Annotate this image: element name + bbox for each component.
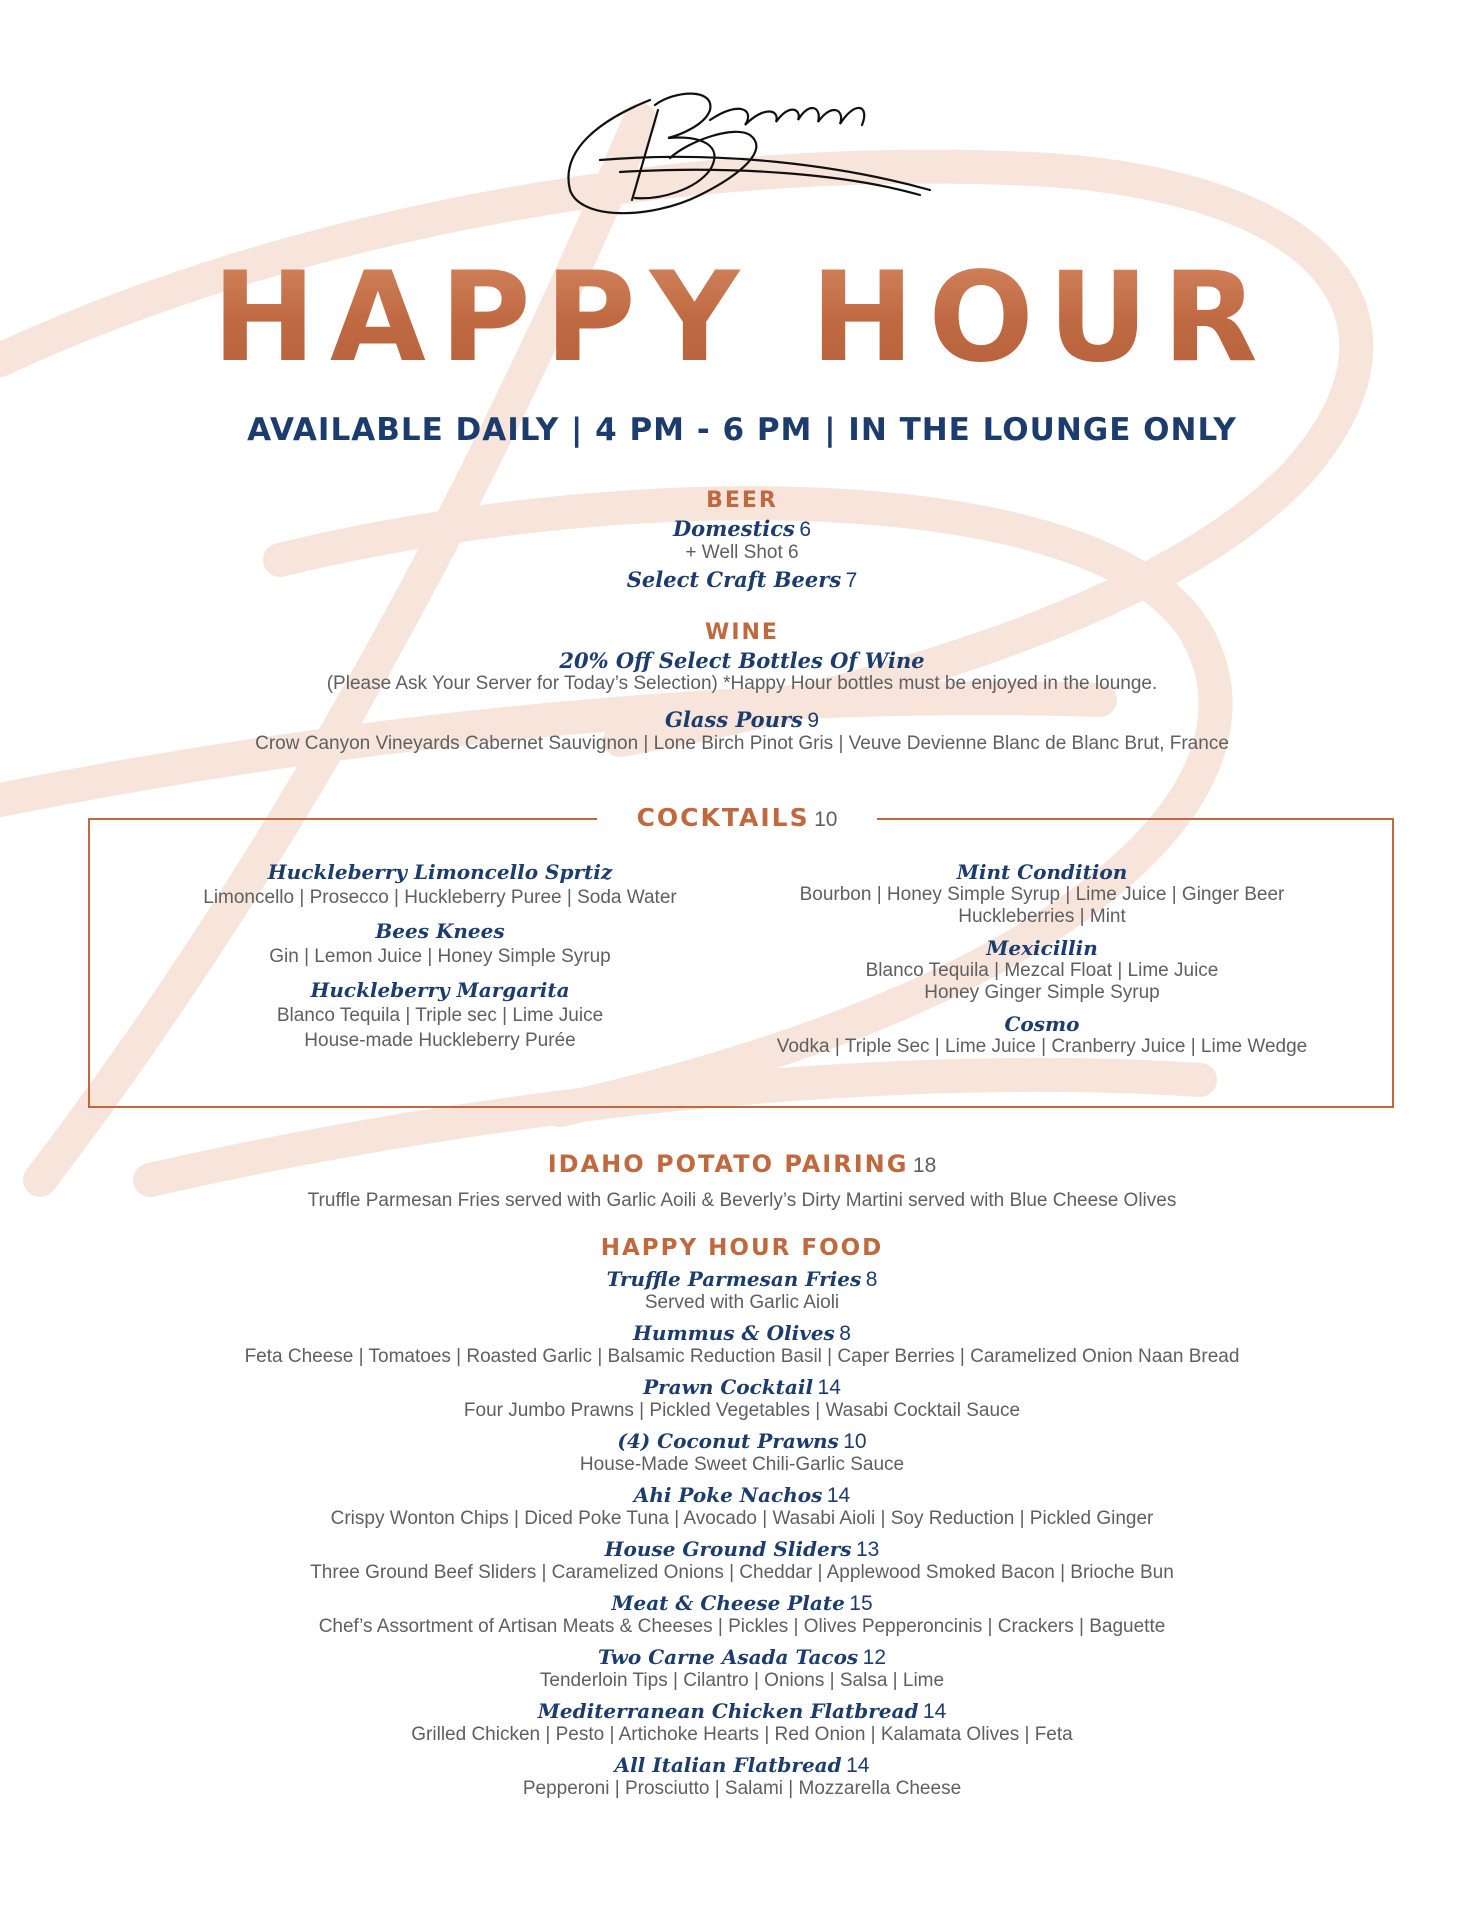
cocktail-item bbox=[742, 860, 1342, 928]
beer-heading: BEER bbox=[706, 488, 778, 513]
cocktail-ingredients: Huckleberries | Mint bbox=[958, 906, 1126, 927]
food-description: Pepperoni | Prosciutto | Salami | Mozzarella Cheese bbox=[522, 1778, 962, 1799]
food-name: Two Carne Asada Tacos bbox=[597, 1645, 859, 1669]
food-item bbox=[0, 1699, 1484, 1746]
food-price: 10 bbox=[843, 1430, 867, 1453]
cocktail-item bbox=[742, 1012, 1342, 1058]
cocktail-item bbox=[742, 936, 1342, 1004]
cocktail-item bbox=[130, 919, 750, 968]
food-item bbox=[0, 1375, 1484, 1422]
food-item bbox=[0, 1645, 1484, 1692]
item-name: Domestics bbox=[672, 516, 795, 541]
pairing-section bbox=[0, 1150, 1484, 1212]
food-item bbox=[0, 1537, 1484, 1584]
food-section bbox=[0, 1235, 1484, 1807]
item-price: 7 bbox=[845, 569, 858, 592]
food-description: Feta Cheese | Tomatoes | Roasted Garlic | Balsamic Reduction Basil | Caper Berries | Caramelized Onion Naan Bread bbox=[244, 1346, 1240, 1367]
cocktails-left-column bbox=[130, 860, 750, 1052]
cocktails-heading bbox=[597, 798, 877, 838]
food-price: 14 bbox=[817, 1376, 841, 1399]
wine-section bbox=[0, 620, 1484, 755]
pairing-heading-row bbox=[0, 1150, 1484, 1178]
pairing-heading: IDAHO POTATO PAIRING bbox=[547, 1150, 909, 1178]
food-price: 14 bbox=[846, 1754, 870, 1777]
cocktail-ingredients: House-made Huckleberry Purée bbox=[304, 1030, 576, 1051]
cocktail-ingredients: Vodka | Triple Sec | Lime Juice | Cranberry Juice | Lime Wedge bbox=[776, 1036, 1308, 1057]
food-name: Meat & Cheese Plate bbox=[611, 1591, 845, 1615]
food-description: Three Ground Beef Sliders | Caramelized Onions | Cheddar | Applewood Smoked Bacon | Brioche Bun bbox=[310, 1562, 1174, 1583]
cocktail-name: Bees Knees bbox=[375, 919, 505, 943]
wine-offer-note: (Please Ask Your Server for Today’s Selection) *Happy Hour bottles must be enjoyed in the lounge. bbox=[326, 673, 1158, 694]
cocktails-right-column bbox=[742, 860, 1342, 1058]
menu-item bbox=[0, 516, 1484, 542]
food-description: Served with Garlic Aioli bbox=[644, 1292, 840, 1313]
food-name: Ahi Poke Nachos bbox=[633, 1483, 823, 1507]
wine-heading: WINE bbox=[705, 620, 779, 645]
item-note: + Well Shot 6 bbox=[685, 542, 799, 563]
pairing-description: Truffle Parmesan Fries served with Garlic Aoili & Beverly’s Dirty Martini served with Blue Cheese Olives bbox=[307, 1190, 1177, 1211]
cocktail-ingredients: Gin | Lemon Juice | Honey Simple Syrup bbox=[269, 946, 611, 967]
food-price: 13 bbox=[855, 1538, 880, 1561]
food-description: Crispy Wonton Chips | Diced Poke Tuna | Avocado | Wasabi Aioli | Soy Reduction | Pickled Ginger bbox=[330, 1508, 1154, 1529]
cocktail-name: Huckleberry Margarita bbox=[310, 978, 570, 1002]
food-item bbox=[0, 1429, 1484, 1476]
menu-item bbox=[0, 707, 1484, 733]
food-heading: HAPPY HOUR FOOD bbox=[600, 1235, 884, 1261]
food-price: 8 bbox=[865, 1268, 878, 1291]
cocktail-ingredients: Blanco Tequila | Mezcal Float | Lime Juice bbox=[865, 960, 1219, 981]
wine-offer: 20% Off Select Bottles Of Wine bbox=[559, 648, 925, 673]
food-item bbox=[0, 1483, 1484, 1530]
food-name: Hummus & Olives bbox=[633, 1321, 835, 1345]
cocktail-item bbox=[130, 860, 750, 909]
food-price: 8 bbox=[839, 1322, 851, 1345]
food-item bbox=[0, 1321, 1484, 1368]
beverlys-logo bbox=[540, 80, 940, 230]
cocktail-item bbox=[130, 978, 750, 1052]
food-price: 15 bbox=[849, 1592, 873, 1615]
cocktail-ingredients: Limoncello | Prosecco | Huckleberry Puree | Soda Water bbox=[203, 887, 677, 908]
beer-section bbox=[0, 488, 1484, 593]
cocktail-ingredients: Blanco Tequila | Triple sec | Lime Juice bbox=[276, 1005, 604, 1026]
food-item bbox=[0, 1753, 1484, 1800]
cocktail-ingredients: Bourbon | Honey Simple Syrup | Lime Juice | Ginger Beer bbox=[799, 884, 1285, 905]
food-description: Chef’s Assortment of Artisan Meats & Cheeses | Pickles | Olives Pepperoncinis | Crackers | Baguette bbox=[318, 1616, 1166, 1637]
food-price: 14 bbox=[922, 1700, 947, 1723]
food-description: House-Made Sweet Chili-Garlic Sauce bbox=[579, 1454, 905, 1475]
food-description: Tenderloin Tips | Cilantro | Onions | Salsa | Lime bbox=[539, 1670, 945, 1691]
cocktail-ingredients: Honey Ginger Simple Syrup bbox=[924, 982, 1160, 1003]
cocktail-name: Mint Condition bbox=[956, 860, 1128, 884]
glass-pour-list: Crow Canyon Vineyards Cabernet Sauvignon | Lone Birch Pinot Gris | Veuve Devienne Blanc de Blanc Brut, France bbox=[255, 733, 1229, 754]
food-name: House Ground Sliders bbox=[604, 1537, 852, 1561]
food-name: (4) Coconut Prawns bbox=[617, 1429, 839, 1453]
menu-item bbox=[0, 567, 1484, 593]
food-item bbox=[0, 1267, 1484, 1314]
cocktail-name: Huckleberry Limoncello Sprtiz bbox=[267, 860, 613, 884]
food-description: Four Jumbo Prawns | Pickled Vegetables | Wasabi Cocktail Sauce bbox=[463, 1400, 1021, 1421]
food-name: Mediterranean Chicken Flatbread bbox=[537, 1699, 919, 1723]
item-price: 6 bbox=[799, 518, 812, 541]
food-name: Truffle Parmesan Fries bbox=[606, 1267, 862, 1291]
item-name: Select Craft Beers bbox=[626, 567, 842, 592]
cocktails-price: 10 bbox=[814, 808, 838, 831]
food-price: 14 bbox=[826, 1484, 851, 1507]
availability-subtitle: AVAILABLE DAILY | 4 PM - 6 PM | IN THE LOUNGE ONLY bbox=[247, 412, 1237, 448]
cocktails-title: COCKTAILS bbox=[636, 803, 810, 832]
food-item bbox=[0, 1591, 1484, 1638]
pairing-price: 18 bbox=[912, 1154, 937, 1177]
item-price: 9 bbox=[807, 709, 819, 732]
food-name: Prawn Cocktail bbox=[643, 1375, 814, 1399]
item-name: Glass Pours bbox=[664, 707, 803, 732]
food-name: All Italian Flatbread bbox=[614, 1753, 842, 1777]
cocktail-name: Mexicillin bbox=[986, 936, 1098, 960]
food-price: 12 bbox=[862, 1646, 886, 1669]
food-description: Grilled Chicken | Pesto | Artichoke Hearts | Red Onion | Kalamata Olives | Feta bbox=[411, 1724, 1073, 1745]
page-title: HAPPY HOUR bbox=[0, 243, 1484, 393]
cocktail-name: Cosmo bbox=[1004, 1012, 1080, 1036]
